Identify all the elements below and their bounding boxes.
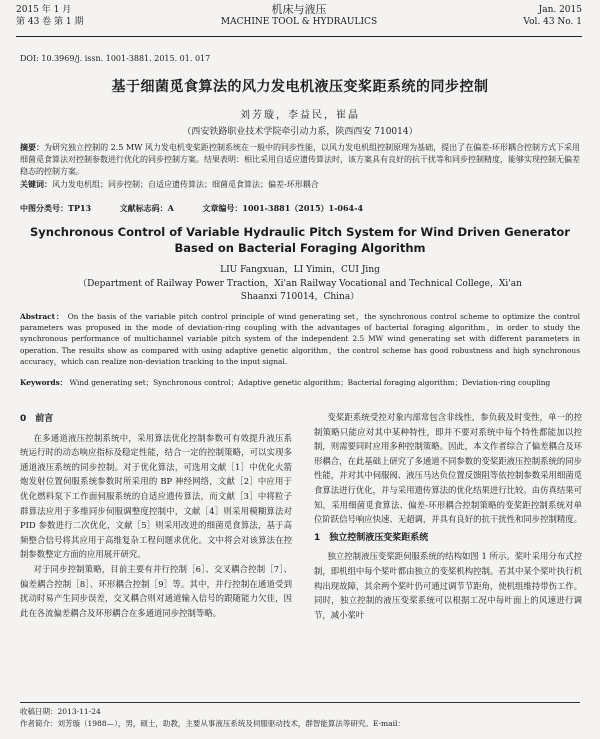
classification-line <box>20 203 389 214</box>
abstract-english <box>20 311 580 367</box>
header-rule <box>16 36 582 37</box>
journal-date: 2015 年 1 月 第 43 卷 第 1 期 <box>16 5 84 27</box>
keywords-text: 风力发电机组；同步控制；自适应遗传算法；细菌觅食算法；偏差-环形耦合 <box>52 180 319 189</box>
article-number: 文章编号：1001-3881（2015）1-064-4 <box>202 203 364 213</box>
abstract-en-label: Abstract： <box>20 312 65 321</box>
authors-chinese: 刘芳璇，李益民，崔晶 <box>240 110 360 121</box>
abstract-en-text: On the basis of the variable pitch control principle of wind generating set，the synchronous control scheme to optimize the control parameters was proposed in the mode of deviation-ring coupling with the advantages of bacterial foraging algorithm，in order to study the synchronous performance of multichannel variable pitch system of the independent 2.5 MW wind generating set with different parameters in operation. The results show as compared with using adaptive genetic algorithm，the control scheme has good robustness and high synchronous accuracy，which can realize non-deviation tracking to the input signal. <box>20 312 580 366</box>
keywords-label: 关键词： <box>20 179 52 189</box>
paragraph: 独立控制液压变桨距伺服系统的结构如图 1 所示。桨叶采用分布式控制，即机组中每个桨叶都由独立的变桨机构控制。若其中某个桨叶执行机构出现故障，其余两个桨叶仍可通过调节节距角，使机组维持带伤工作。同时，独立控制的液压变桨系统可以根据工况中每叶面上的风速进行调节，减小桨叶 <box>314 551 582 620</box>
journal-name: 机床与液压 MACHINE TOOL & HYDRAULICS <box>220 3 378 27</box>
paragraph: 对于同步控制策略，目前主要有并行控制［6］、交叉耦合控制［7］、偏差耦合控制［8］、环形耦合控制［9］等。其中，并行控制在通道受到扰动时易产生同步误差，交叉耦合则对通道输入信号的跟随能力欠佳，因此在各流偏差耦合及环形耦合在多通道同步控制等略。 <box>20 563 292 618</box>
author-bio: 作者简介：刘芳璇（1988—），男，硕士，助教，主要从事液压系统及伺服驱动技术，群智能算法等研究。E-mail： <box>20 719 405 728</box>
keywords-en-label: Keywords： <box>20 378 68 387</box>
affiliation-english: （Department of Railway Power Traction，Xi'an Railway Vocational and Technical College，Xi'an Shaanxi 710014，China） <box>78 279 522 302</box>
body-left-column <box>20 410 292 620</box>
authors-english: LIU Fangxuan，LI Yimin，CUI Jing <box>220 265 380 275</box>
abstract-label: 摘要： <box>20 142 45 152</box>
received-date: 收稿日期：2013-11-24 <box>20 707 101 716</box>
title-english: Synchronous Control of Variable Hydraulic Pitch System for Wind Driven Generator Based on Bacterial Foraging Algorithm <box>30 225 570 255</box>
keywords-en-text: Wind generating set；Synchronous control；Adaptive genetic algorithm；Bacterial foraging algorithm；Deviation-ring coupling <box>69 378 551 387</box>
section-heading: 0 前言 <box>20 414 54 424</box>
body-right-column <box>314 410 582 622</box>
paragraph: 在多通道液压控制系统中，采用算法优化控制参数可有效提升液压系统运行时的动态响应指标及稳定性能，结合一定的控制策略，可以实现多通道液压系统的同步控制。对于优化算法，可选用文献［1］中优化火箭炮发射位置伺服系统参数时所采用的 BP 神经网络，文献［2］中应用于优化燃料泵下工作面伺服系统的自适应遗传算法，而文献［3］中将粒子群算法应用于多维同步伺服调整度控制中，文献［4］则采用模糊算法对 PID 参数进行二次优化，文献［5］则采用改进的细菌觅食算法，基于高频整合信号将其应用于高维复杂工程问题求优化。文中将会对该算法在控制参数整定方面的应用展开研究。 <box>20 432 292 560</box>
affiliation-chinese: （西安铁路职业技术学院牵引动力系，陕西西安 710014） <box>182 127 418 137</box>
section-heading: 1 独立控制液压变桨距系统 <box>314 532 429 543</box>
running-header <box>16 4 582 40</box>
keywords-english <box>20 377 580 388</box>
abstract-text: 为研究独立控制的 2.5 MW 风力发电机变桨距控制系统在一般中的同步性能，以风力发电机组控制原理为基础，提出了在偏差-环形耦合控制方式下采用细菌觅食算法对控制参数进行优化的同步控制方案。结果表明：相比采用自适应遗传算法时，该方案具有良好的抗干扰等和同步控制精度，能够实现控制无偏差稳态的控制方案。 <box>20 143 581 176</box>
clc-number: 中图分类号：TP13 <box>20 203 92 213</box>
footnote <box>20 702 580 730</box>
paragraph: 变桨距系统受控对象内部常包含非线性，参负载及时变性，单一的控制策略只能应对其中某种特性，即并不要对系统中每个特性都能加以控制，则需要同时应用多种控制策略。因此，本文作者综合了偏差耦合及环形耦合，在此基础上研究了多通道不同参数的变桨距液压控制系统的同步性能，并对其中伺服阀、液压马达负位置反馈阻等依控制参数采用细菌觅食算法进行优化，并与采用遗传算法的优化结果进行比较。由仿真结果可知，采用细菌觅食算法、偏差-环形耦合控制策略的变桨距控制系统对单位阶跃信号响应快速、无超调，并具有良好的抗干扰性和同步控制精度。 <box>314 412 582 525</box>
journal-volume: Jan. 2015 Vol. 43 No. 1 <box>523 5 582 27</box>
title-chinese: 基于细菌觅食算法的风力发电机液压变桨距系统的同步控制 <box>111 79 489 95</box>
abstract-chinese <box>20 141 580 191</box>
doi: DOI: 10.3969/j. issn. 1001-3881. 2015. 01. 017 <box>20 54 211 63</box>
document-code: 文献标志码：A <box>119 203 174 213</box>
